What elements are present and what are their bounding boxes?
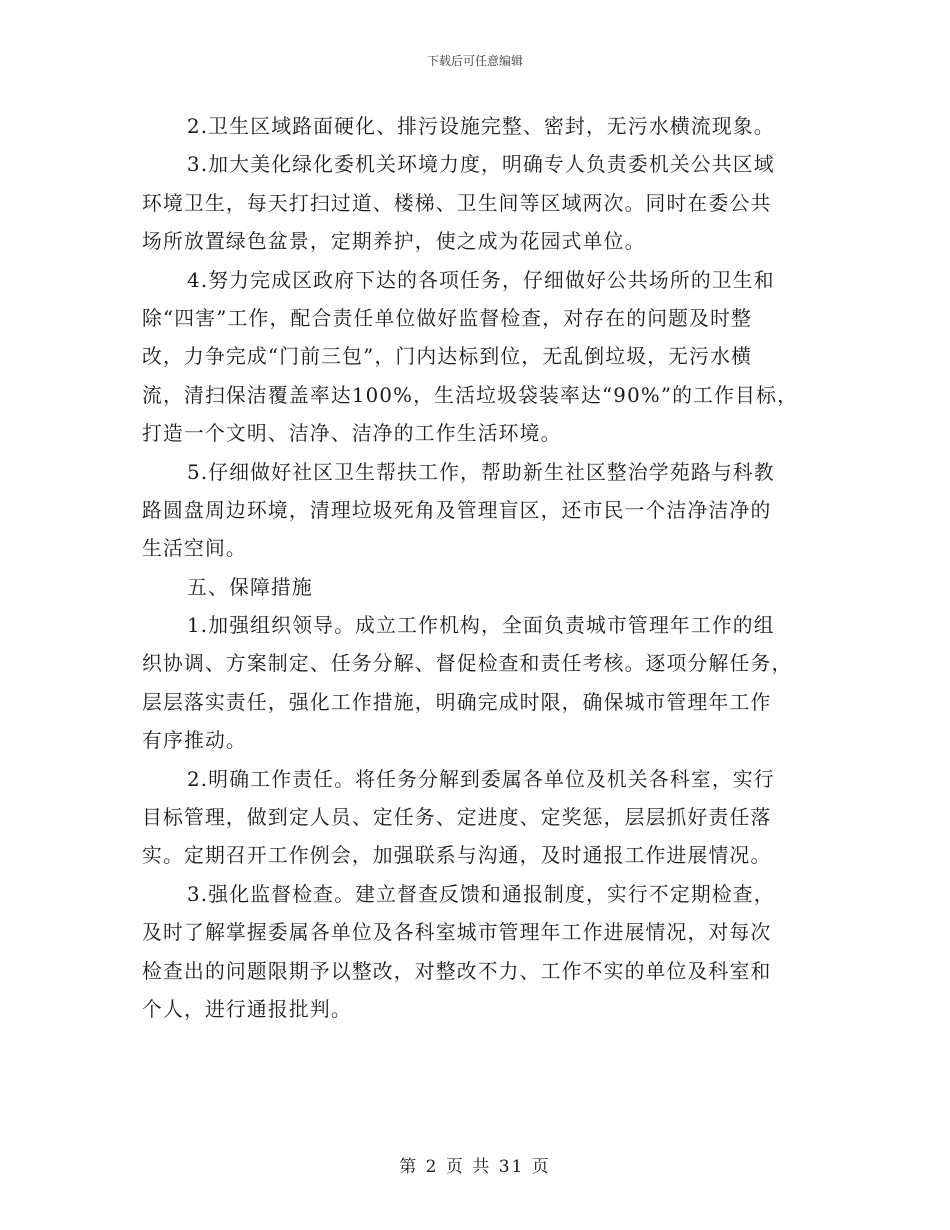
body-line: 场所放置绿色盆景，定期养护，使之成为花园式单位。: [142, 230, 646, 254]
body-line: 流，清扫保洁覆盖率达100%，生活垃圾袋装率达“90%”的工作目标，: [142, 383, 799, 407]
body-line: 改，力争完成“门前三包”，门内达标到位，无乱倒垃圾，无污水横: [142, 345, 753, 369]
document-body: [142, 108, 807, 1029]
body-line: 2.明确工作责任。将任务分解到委属各单位及机关各科室，实行: [187, 767, 775, 791]
body-line: 生活空间。: [142, 537, 247, 561]
body-line: 实。定期召开工作例会，加强联系与沟通，及时通报工作进展情况。: [142, 844, 772, 868]
body-line: 打造一个文明、洁净、洁净的工作生活环境。: [142, 422, 562, 446]
body-line: 除“四害”工作，配合责任单位做好监督检查，对存在的问题及时整: [142, 306, 753, 330]
body-line: 目标管理，做到定人员、定任务、定进度、定奖惩，层层抓好责任落: [142, 806, 772, 830]
body-line: 及时了解掌握委属各单位及各科室城市管理年工作进展情况，对每次: [142, 921, 772, 945]
section-heading: 五、保障措施: [187, 575, 313, 599]
body-line: 4.努力完成区政府下达的各项任务，仔细做好公共场所的卫生和: [187, 268, 775, 292]
body-line: 1.加强组织领导。成立工作机构，全面负责城市管理年工作的组: [187, 614, 775, 638]
body-line: 2.卫生区域路面硬化、排污设施完整、密封，无污水横流现象。: [187, 115, 775, 138]
body-line: 有序推动。: [142, 729, 247, 753]
body-line: 3.加大美化绿化委机关环境力度，明确专人负责委机关公共区域: [187, 153, 775, 177]
body-line: 检查出的问题限期予以整改，对整改不力、工作不实的单位及科室和: [142, 959, 772, 983]
body-line: 3.强化监督检查。建立督查反馈和通报制度，实行不定期检查，: [187, 882, 775, 906]
body-line: 层层落实责任，强化工作措施，明确完成时限，确保城市管理年工作: [142, 690, 772, 714]
body-line: 路圆盘周边环境，清理垃圾死角及管理盲区，还市民一个洁净洁净的: [142, 498, 772, 522]
body-line: 5.仔细做好社区卫生帮扶工作，帮助新生社区整治学苑路与科教: [187, 460, 775, 484]
body-line: 个人，进行通报批判。: [142, 997, 352, 1021]
page-number-footer: 第 2 页 共 31 页: [399, 1157, 551, 1177]
body-line: 织协调、方案制定、任务分解、督促检查和责任考核。逐项分解任务，: [142, 652, 793, 676]
body-line: 环境卫生，每天打扫过道、楼梯、卫生间等区域两次。同时在委公共: [142, 191, 772, 215]
page-header-note: 下载后可任意编辑: [426, 54, 523, 68]
